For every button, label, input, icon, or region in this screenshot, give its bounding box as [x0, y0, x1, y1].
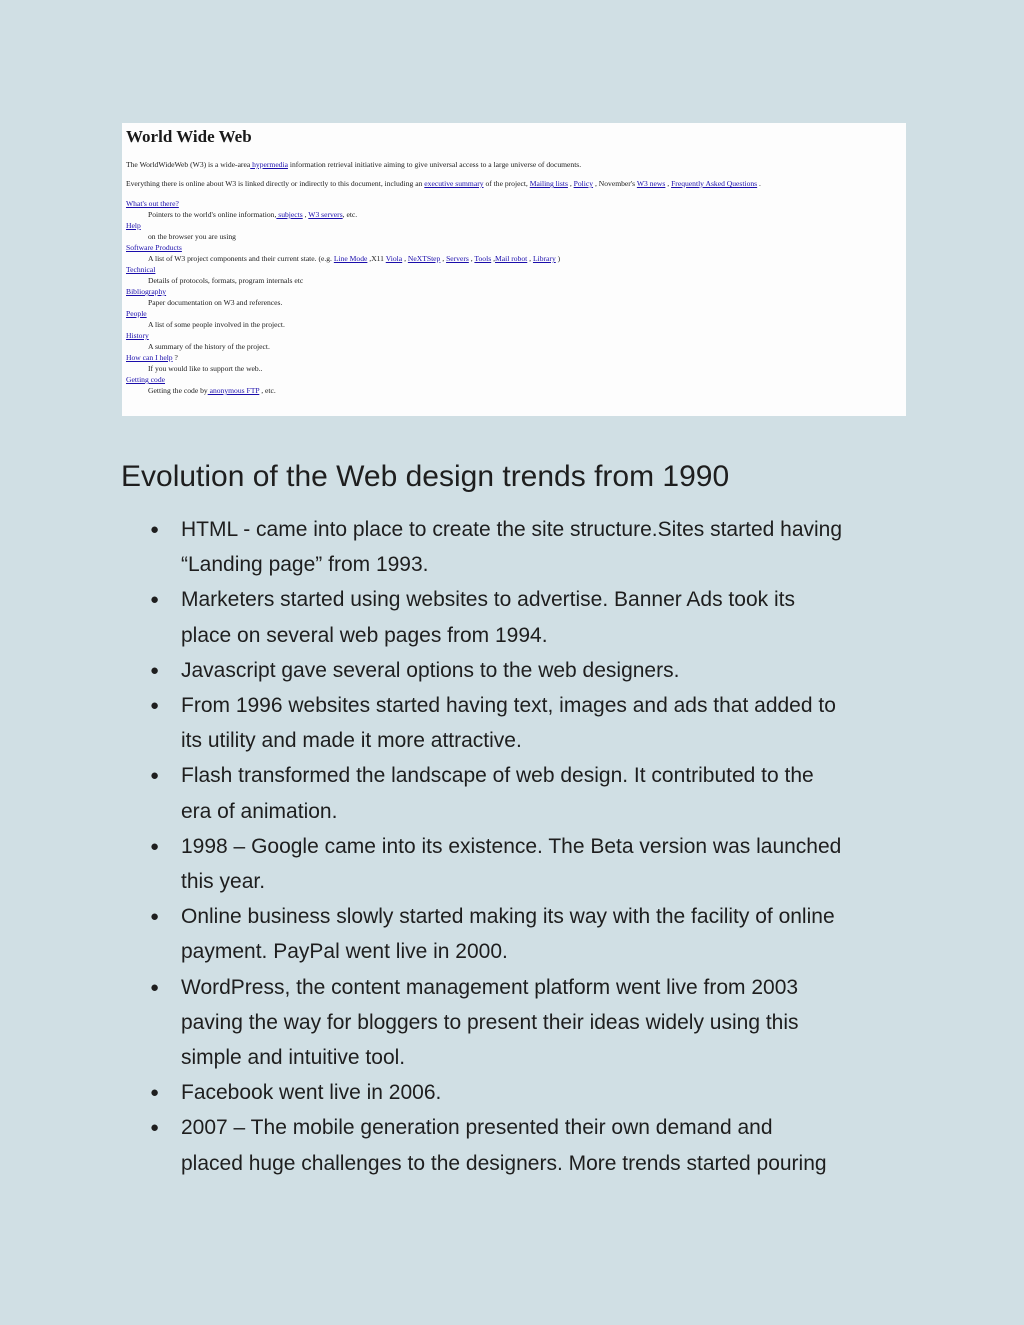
- www-entry-description: [148, 253, 902, 264]
- list-item-line: place on several web pages from 1994.: [181, 623, 548, 647]
- www-entry-desc-text: A list of W3 project components and their current state. (e.g.: [148, 254, 334, 263]
- list-item-line: simple and intuitive tool.: [181, 1046, 406, 1070]
- list-item-line: Online business slowly started making its way with the facility of online: [181, 905, 835, 929]
- list-item-line: era of animation.: [181, 799, 338, 823]
- www-entry-inline-link[interactable]: Viola: [385, 254, 403, 263]
- list-item-line: “Landing page” from 1993.: [181, 553, 429, 577]
- bullet-icon: ●: [150, 1119, 160, 1137]
- www-entry-link[interactable]: How can I help: [126, 353, 173, 362]
- www-entry-term: [126, 286, 902, 297]
- www-entry-inline-link[interactable]: Library: [532, 254, 556, 263]
- www-everything-text: ,: [665, 179, 672, 188]
- list-item-line: 2007 – The mobile generation presented their own demand and: [181, 1116, 773, 1140]
- list-item-line: this year.: [181, 870, 266, 894]
- www-entry-description: If you would like to support the web..: [148, 364, 263, 373]
- www-entry-desc-text: ): [555, 254, 561, 263]
- list-item: [150, 829, 910, 899]
- mailing-lists-link[interactable]: Mailing lists: [529, 179, 568, 188]
- list-item-line: Flash transformed the landscape of web design. It contributed to the: [181, 764, 814, 788]
- list-item: [150, 1075, 910, 1110]
- www-intro-text-end: information retrieval initiative aiming to give universal access to a large universe of documents.: [287, 160, 582, 169]
- www-entry-inline-link[interactable]: Servers: [446, 254, 469, 263]
- www-entry-inline-link[interactable]: Mail robot: [494, 254, 528, 263]
- policy-link[interactable]: Policy: [573, 179, 594, 188]
- list-item-line: placed huge challenges to the designers. More trends started pouring: [181, 1151, 827, 1175]
- bullet-icon: ●: [150, 521, 160, 538]
- list-item-line: its utility and made it more attractive.: [181, 729, 522, 753]
- www-entry-link[interactable]: People: [126, 309, 147, 318]
- www-entry-description: on the browser you are using: [148, 232, 236, 241]
- list-item: [150, 758, 910, 828]
- www-entry-inline-link[interactable]: subjects: [276, 210, 303, 219]
- www-entry-term: [126, 308, 902, 319]
- www-everything-text: of the project,: [483, 179, 530, 188]
- hypermedia-link[interactable]: hypermedia: [250, 160, 288, 169]
- executive-summary-link[interactable]: executive summary: [424, 179, 484, 188]
- www-entry-separator: ,: [302, 210, 309, 219]
- www-entry-description: A summary of the history of the project.: [148, 342, 270, 351]
- www-everything-text: ,: [567, 179, 574, 188]
- www-entry-link[interactable]: Getting code: [126, 375, 166, 384]
- list-item: [150, 970, 910, 1076]
- bullet-icon: ●: [150, 978, 160, 996]
- www-everything-text: .: [757, 179, 761, 188]
- list-item: [150, 582, 910, 652]
- www-entry-term: [126, 264, 902, 275]
- list-item: [150, 1110, 910, 1180]
- www-screenshot-image: [122, 123, 906, 416]
- www-entry-term: [126, 330, 902, 341]
- list-item-line: Javascript gave several options to the web designers.: [181, 658, 680, 682]
- list-item: [150, 899, 910, 969]
- www-entry-link[interactable]: What's out there?: [126, 199, 179, 208]
- www-entry-inline-link[interactable]: W3 servers: [308, 210, 343, 219]
- www-entry-description: Details of protocols, formats, program internals etc: [148, 276, 304, 285]
- www-entry-desc-text: Pointers to the world's online information,: [148, 210, 277, 219]
- list-item-line: HTML - came into place to create the site structure.Sites started having: [181, 518, 843, 541]
- www-entry-term: [126, 374, 902, 385]
- www-entry-description: Paper documentation on W3 and references.: [148, 298, 283, 307]
- list-item: [150, 653, 910, 688]
- www-entry-term: [126, 198, 902, 209]
- www-everything-text: , November's: [593, 179, 637, 188]
- www-entry-link[interactable]: Help: [126, 221, 141, 230]
- bullet-icon: ●: [150, 661, 160, 679]
- www-entry-list: [126, 198, 902, 396]
- www-entry-inline-link[interactable]: NeXTStep: [407, 254, 441, 263]
- www-entry-separator: ,: [440, 254, 447, 263]
- bullet-icon: ●: [150, 697, 160, 715]
- list-item-line: From 1996 websites started having text, images and ads that added to: [181, 694, 836, 718]
- www-entry-link[interactable]: Bibliography: [126, 287, 167, 296]
- www-title: World Wide Web: [126, 127, 252, 146]
- www-entry-link[interactable]: Software Products: [126, 243, 182, 252]
- www-entry-desc-text: , etc.: [259, 386, 276, 395]
- www-entry-separator: ,: [527, 254, 533, 263]
- bullet-icon: ●: [150, 837, 160, 855]
- list-item-line: Marketers started using websites to advertise. Banner Ads took its: [181, 588, 795, 612]
- www-entry-term: [126, 220, 902, 231]
- list-item-line: WordPress, the content management platform went live from 2003: [181, 975, 799, 999]
- bullet-icon: ●: [150, 591, 160, 609]
- www-entry-inline-link[interactable]: Tools: [474, 254, 492, 263]
- www-entry-term-suffix: ?: [172, 353, 178, 362]
- www-entry-desc-text: , etc.: [342, 210, 358, 219]
- www-entry-separator: ,X11: [367, 254, 386, 263]
- www-entry-description: [148, 385, 902, 396]
- www-entry-separator: ,: [402, 254, 408, 263]
- page-heading: Evolution of the Web design trends from 1990: [121, 460, 730, 493]
- www-entry-link[interactable]: History: [126, 331, 149, 340]
- list-item-line: 1998 – Google came into its existence. The Beta version was launched: [181, 834, 842, 858]
- bullet-icon: ●: [150, 767, 160, 785]
- list-item: [150, 688, 910, 758]
- www-entry-term: [126, 352, 902, 363]
- w3-news-link[interactable]: W3 news: [636, 179, 666, 188]
- faq-link[interactable]: Frequently Asked Questions: [671, 179, 758, 188]
- www-entry-term: [126, 242, 902, 253]
- www-entry-separator: ,: [491, 254, 495, 263]
- www-intro-text: The WorldWideWeb (W3) is a wide-area: [126, 160, 251, 169]
- www-intro: [126, 160, 902, 170]
- bullet-icon: ●: [150, 908, 160, 926]
- list-item: [150, 512, 910, 582]
- trend-list: [150, 512, 910, 1181]
- www-entry-link[interactable]: Technical: [126, 265, 156, 274]
- www-entry-inline-link[interactable]: anonymous FTP: [207, 386, 260, 395]
- bullet-icon: ●: [150, 1084, 160, 1102]
- www-entry-separator: ,: [468, 254, 475, 263]
- www-everything: [126, 179, 902, 189]
- www-entry-description: A list of some people involved in the project.: [148, 320, 285, 329]
- www-entry-inline-link[interactable]: Line Mode: [333, 254, 368, 263]
- list-item-line: Facebook went live in 2006.: [181, 1081, 442, 1105]
- www-everything-text: Everything there is online about W3 is linked directly or indirectly to this document, including an: [126, 179, 425, 188]
- www-entry-description: [148, 209, 902, 220]
- list-item-line: payment. PayPal went live in 2000.: [181, 940, 508, 964]
- list-item-line: paving the way for bloggers to present their ideas widely using this: [181, 1010, 799, 1034]
- www-entry-desc-text: Getting the code by: [148, 386, 208, 395]
